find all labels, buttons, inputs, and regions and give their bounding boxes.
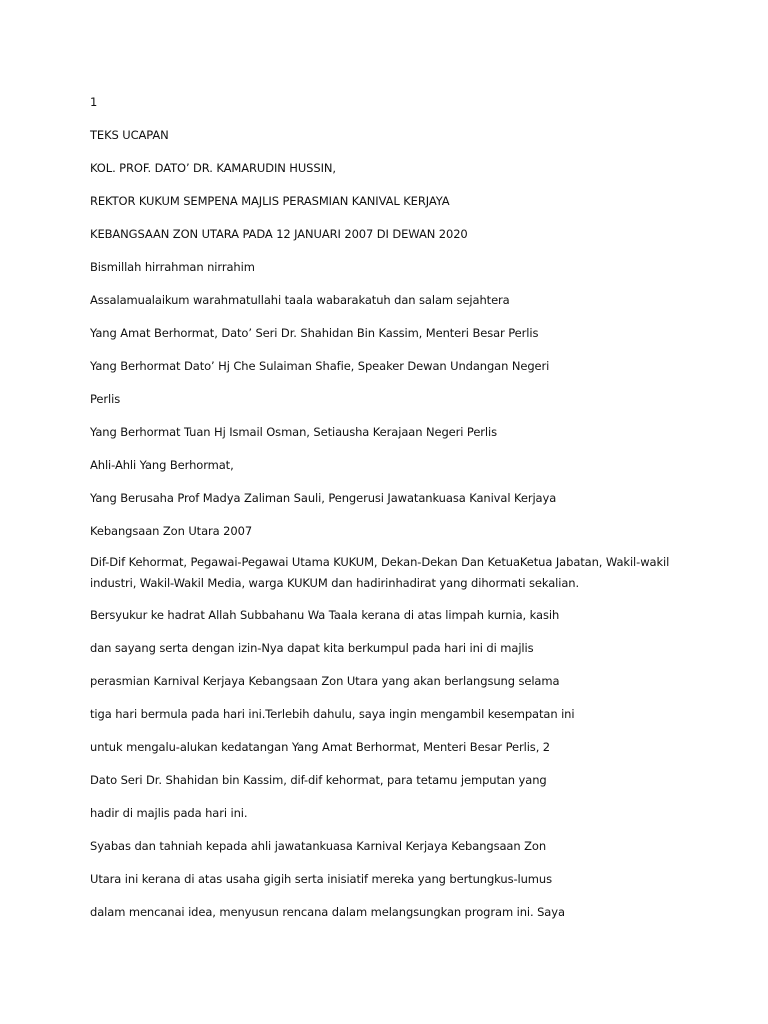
text-line: Bismillah hirrahman nirrahim	[90, 260, 255, 274]
text-line: Kebangsaan Zon Utara 2007	[90, 524, 253, 538]
body-line: Syabas dan tahniah kepada ahli jawatankuasa Karnival Kerjaya Kebangsaan Zon	[90, 839, 547, 853]
text-line: Ahli-Ahli Yang Berhormat,	[90, 458, 234, 472]
body-line: dalam mencanai idea, menyusun rencana dalam melangsungkan program ini. Saya	[90, 905, 565, 919]
speaker-name: KOL. PROF. DATO’ DR. KAMARUDIN HUSSIN,	[90, 161, 336, 175]
text-line: Yang Amat Berhormat, Dato’ Seri Dr. Shahidan Bin Kassim, Menteri Besar Perlis	[90, 326, 539, 340]
body-line: tiga hari bermula pada hari ini.Terlebih dahulu, saya ingin mengambil kesempatan ini	[90, 707, 575, 721]
body-line: Dato Seri Dr. Shahidan bin Kassim, dif-dif kehormat, para tetamu jemputan yang	[90, 773, 547, 787]
paragraph-line: Dif-Dif Kehormat, Pegawai-Pegawai Utama KUKUM, Dekan-Dekan Dan KetuaKetua Jabatan, Wakil-wakil	[90, 555, 670, 569]
body-line: hadir di majlis pada hari ini.	[90, 806, 248, 820]
body-line: dan sayang serta dengan izin-Nya dapat kita berkumpul pada hari ini di majlis	[90, 641, 534, 655]
dignitaries-paragraph	[90, 552, 690, 594]
text-line: Yang Berhormat Tuan Hj Ismail Osman, Setiausha Kerajaan Negeri Perlis	[90, 425, 498, 439]
text-line: Yang Berhormat Dato’ Hj Che Sulaiman Shafie, Speaker Dewan Undangan Negeri	[90, 359, 550, 373]
body-line: untuk mengalu-alukan kedatangan Yang Amat Berhormat, Menteri Besar Perlis, 2	[90, 740, 551, 754]
page-number: 1	[90, 95, 98, 109]
paragraph-line: industri, Wakil-Wakil Media, warga KUKUM dan hadirinhadirat yang dihormati sekalian.	[90, 576, 580, 590]
document-heading: TEKS UCAPAN	[90, 128, 169, 142]
text-line: Perlis	[90, 392, 121, 406]
text-line: Yang Berusaha Prof Madya Zaliman Sauli, Pengerusi Jawatankuasa Kanival Kerjaya	[90, 491, 557, 505]
body-line: perasmian Karnival Kerjaya Kebangsaan Zon Utara yang akan berlangsung selama	[90, 674, 560, 688]
occasion-line-1: REKTOR KUKUM SEMPENA MAJLIS PERASMIAN KANIVAL KERJAYA	[90, 194, 450, 208]
text-line: Assalamualaikum warahmatullahi taala wabarakatuh dan salam sejahtera	[90, 293, 510, 307]
body-line: Utara ini kerana di atas usaha gigih serta inisiatif mereka yang bertungkus-lumus	[90, 872, 552, 886]
occasion-line-2: KEBANGSAAN ZON UTARA PADA 12 JANUARI 2007 DI DEWAN 2020	[90, 227, 468, 241]
body-line: Bersyukur ke hadrat Allah Subbahanu Wa Taala kerana di atas limpah kurnia, kasih	[90, 608, 560, 622]
